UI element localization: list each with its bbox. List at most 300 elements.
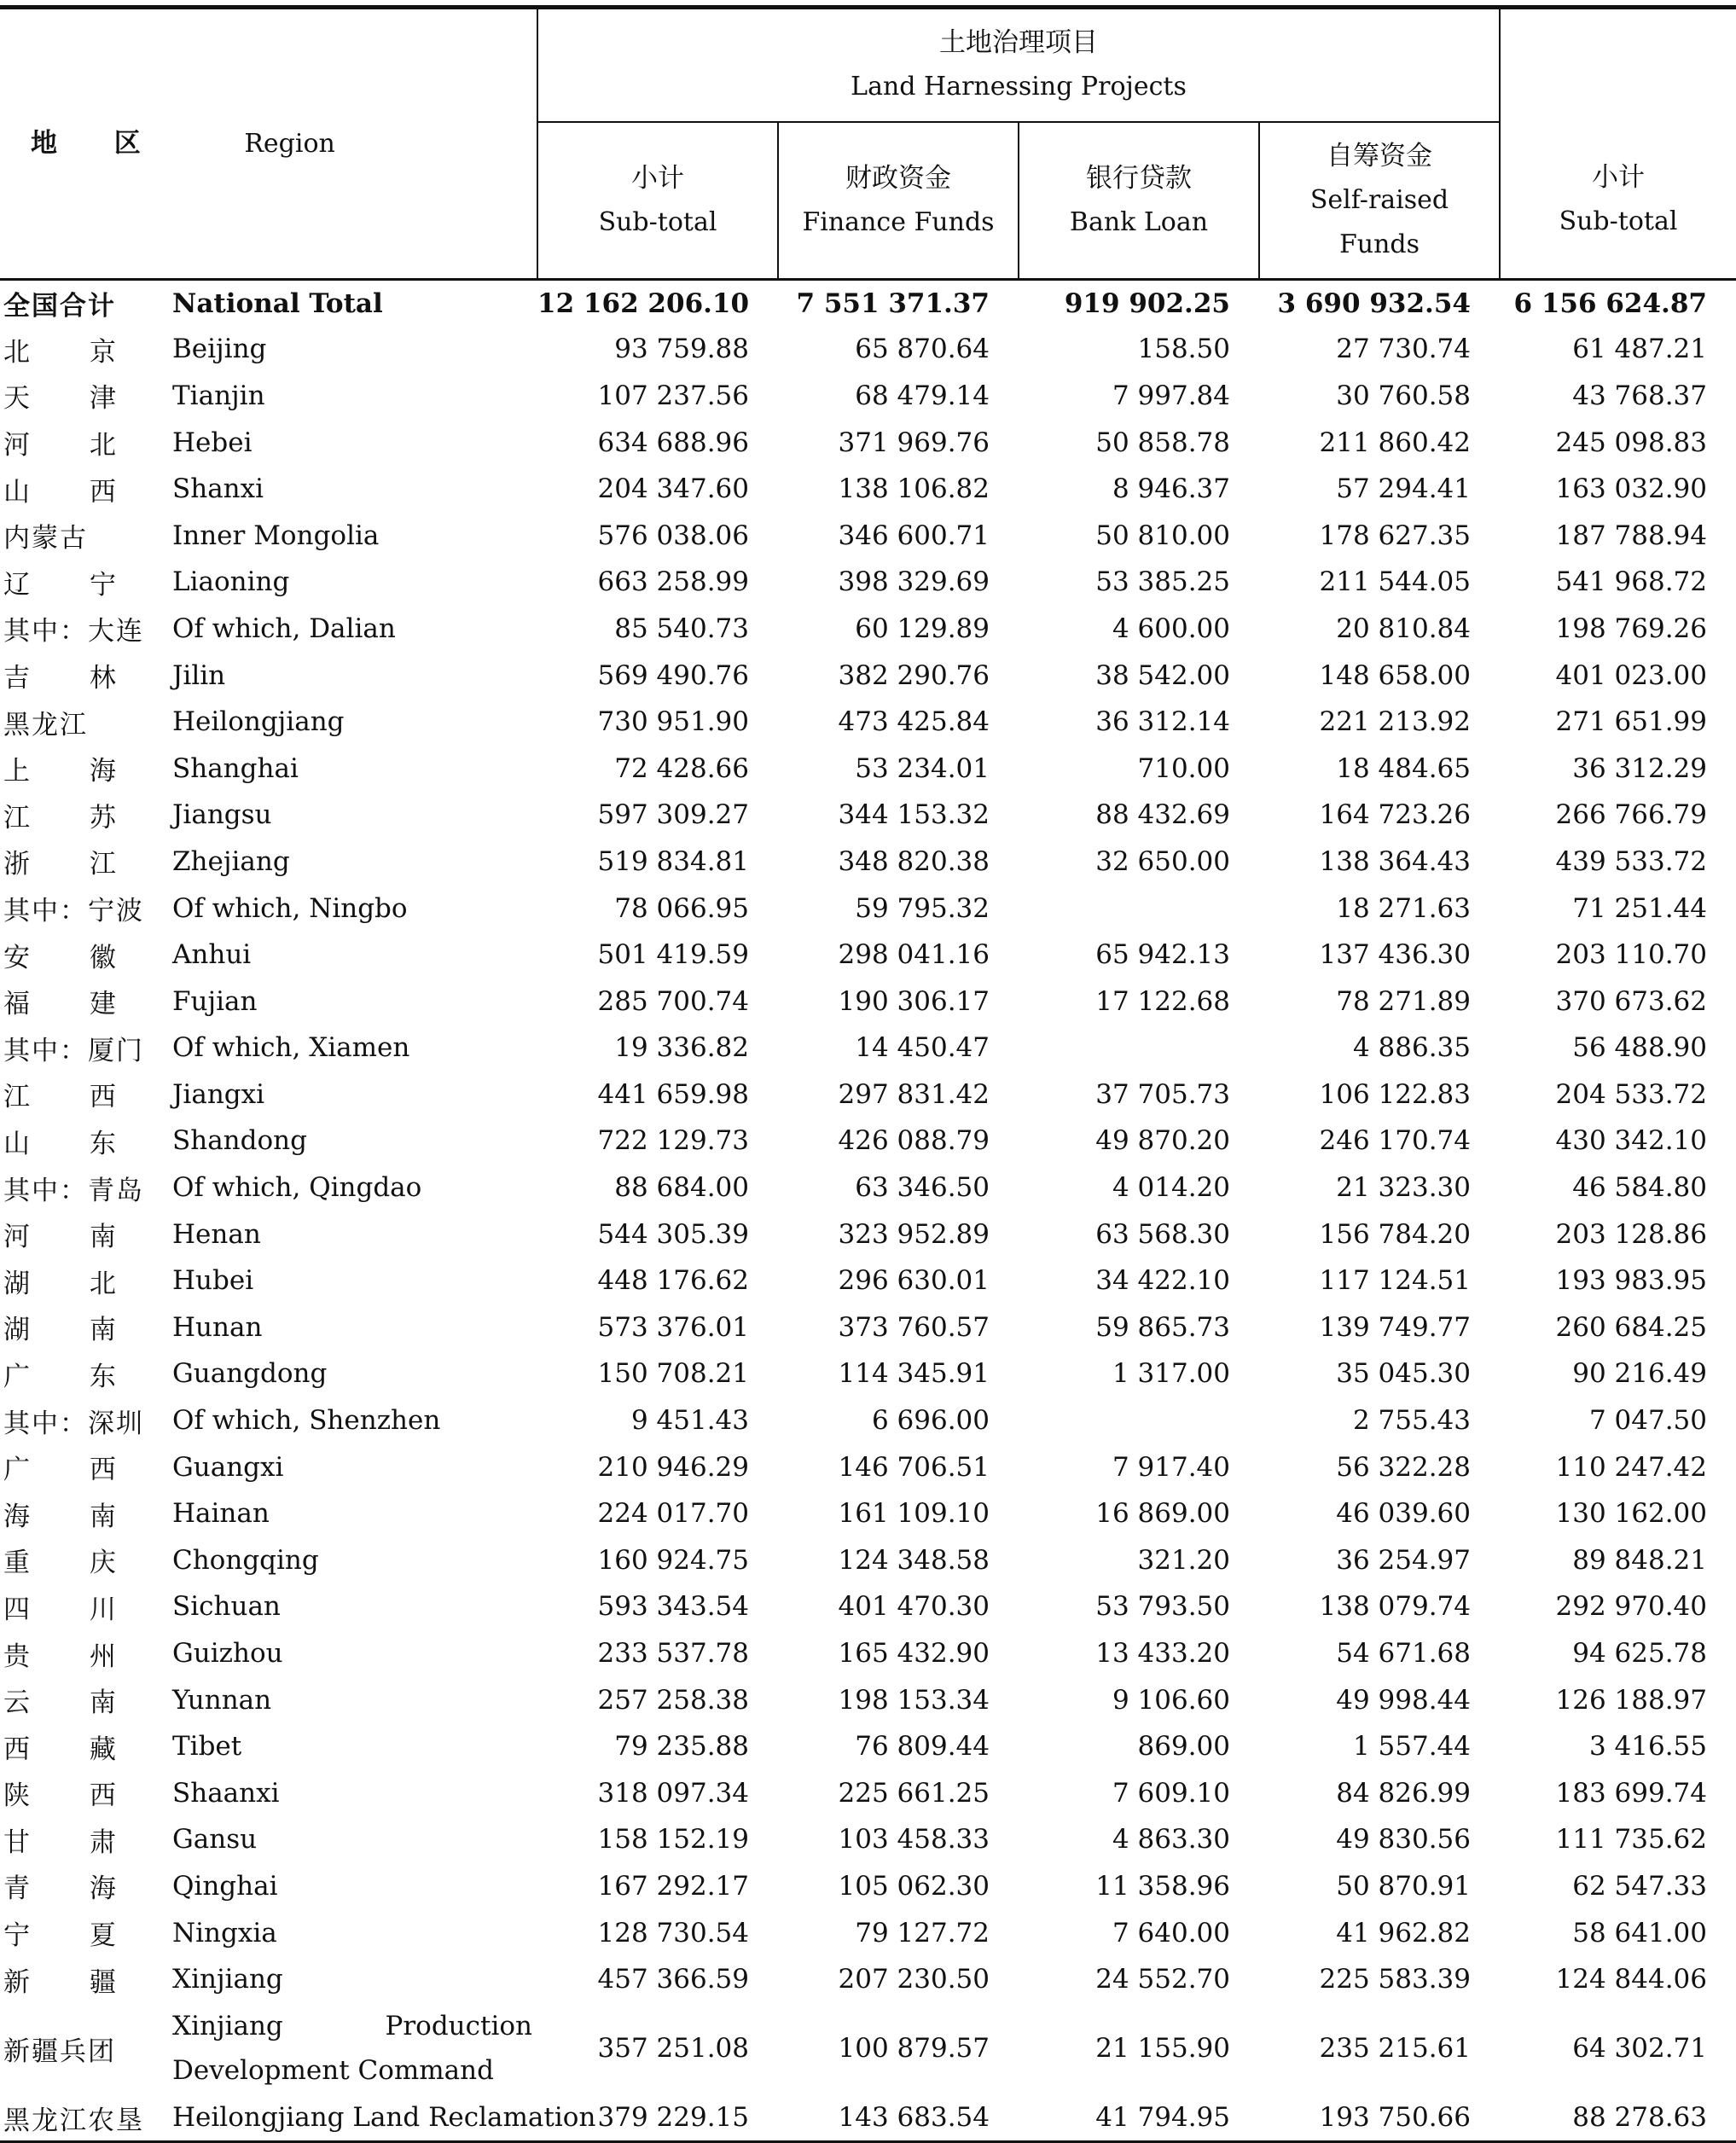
subtotal-cell: 597 309.27 bbox=[597, 799, 749, 831]
region-name-en: Of which, Xiamen bbox=[172, 1032, 410, 1064]
region-name-en: Guangxi bbox=[172, 1451, 284, 1483]
region-name-en: Ningxia bbox=[172, 1917, 277, 1948]
bank-loan-cell: 710.00 bbox=[1137, 752, 1230, 784]
table-header bbox=[0, 8, 1736, 280]
region-name-zh: 全国合计 bbox=[3, 291, 116, 322]
table-row bbox=[0, 373, 1736, 420]
self-raised-funds-cell: 1 557.44 bbox=[1352, 1731, 1471, 1763]
column-header-self-raised-funds bbox=[1259, 122, 1500, 280]
subtotal-2-cell: 124 844.06 bbox=[1555, 1964, 1707, 1995]
finance-funds-cell: 59 795.32 bbox=[855, 892, 990, 924]
subtotal-cell: 569 490.76 bbox=[597, 659, 749, 691]
region-name-en: Fujian bbox=[172, 985, 258, 1017]
bank-loan-cell: 1 317.00 bbox=[1112, 1358, 1230, 1390]
finance-funds-cell: 124 348.58 bbox=[838, 1544, 990, 1576]
bank-loan-cell: 869.00 bbox=[1137, 1731, 1230, 1763]
region-name-zh: 海 南 bbox=[3, 1501, 142, 1532]
subtotal-cell: 285 700.74 bbox=[597, 985, 749, 1017]
self-raised-funds-cell: 18 484.65 bbox=[1336, 752, 1471, 784]
region-name-en: Jiangxi bbox=[172, 1078, 265, 1110]
bank-loan-cell: 50 810.00 bbox=[1095, 520, 1230, 551]
table-row bbox=[0, 1676, 1736, 1723]
table-row bbox=[0, 1863, 1736, 1910]
table-row bbox=[0, 885, 1736, 932]
region-name-en: Shanghai bbox=[172, 752, 299, 784]
subtotal-cell: 233 537.78 bbox=[597, 1638, 749, 1670]
column-header-zh: 银行贷款 bbox=[1086, 162, 1192, 194]
subtotal-cell: 730 951.90 bbox=[597, 706, 749, 738]
subtotal-2-cell: 401 023.00 bbox=[1555, 659, 1707, 691]
subtotal-2-cell: 90 216.49 bbox=[1572, 1358, 1707, 1390]
region-name-en: Of which, Dalian bbox=[172, 613, 396, 644]
table-row bbox=[0, 652, 1736, 699]
subtotal-cell: 204 347.60 bbox=[597, 473, 749, 505]
group-header bbox=[537, 8, 1500, 122]
region-name-zh: 河 南 bbox=[3, 1222, 142, 1253]
region-name-en: Hunan bbox=[172, 1311, 263, 1343]
table-row bbox=[0, 1211, 1736, 1257]
region-name-zh: 云 南 bbox=[3, 1687, 142, 1719]
bank-loan-cell: 9 106.60 bbox=[1112, 1684, 1230, 1716]
table-row bbox=[0, 1956, 1736, 2003]
region-name-zh: 广 西 bbox=[3, 1455, 142, 1486]
bank-loan-cell: 37 705.73 bbox=[1095, 1078, 1230, 1110]
region-name-en: Beijing bbox=[172, 334, 267, 365]
table-row bbox=[0, 792, 1736, 839]
self-raised-funds-cell: 41 962.82 bbox=[1336, 1917, 1471, 1948]
bank-loan-cell: 321.20 bbox=[1137, 1544, 1230, 1576]
region-name-zh: 河 北 bbox=[3, 430, 142, 462]
bank-loan-cell: 88 432.69 bbox=[1095, 799, 1230, 831]
region-name-zh: 西 藏 bbox=[3, 1734, 142, 1765]
region-name-en: Qinghai bbox=[172, 1870, 278, 1902]
finance-funds-cell: 297 831.42 bbox=[838, 1078, 990, 1110]
region-name-en: Tibet bbox=[172, 1731, 242, 1763]
finance-funds-cell: 7 551 371.37 bbox=[796, 287, 990, 319]
table-row bbox=[0, 1397, 1736, 1444]
subtotal-2-cell: 183 699.74 bbox=[1555, 1777, 1707, 1809]
region-name-zh: 青 海 bbox=[3, 1873, 142, 1905]
subtotal-2-cell: 130 162.00 bbox=[1555, 1498, 1707, 1530]
region-name-zh: 其中：深圳 bbox=[3, 1408, 144, 1439]
subtotal-cell: 357 251.08 bbox=[597, 2033, 749, 2065]
subtotal-cell: 107 237.56 bbox=[597, 380, 749, 411]
self-raised-funds-cell: 57 294.41 bbox=[1336, 473, 1471, 505]
region-name-en: Of which, Ningbo bbox=[172, 892, 408, 924]
column-header-bank-loan bbox=[1019, 122, 1259, 280]
finance-funds-cell: 207 230.50 bbox=[838, 1964, 990, 1995]
region-name-zh: 上 海 bbox=[3, 756, 142, 787]
group-header-blank bbox=[1500, 8, 1736, 122]
column-header-en: Sub-total bbox=[1559, 206, 1678, 237]
subtotal-2-cell: 541 968.72 bbox=[1555, 566, 1707, 598]
subtotal-2-cell: 64 302.71 bbox=[1572, 2033, 1707, 2065]
self-raised-funds-cell: 2 755.43 bbox=[1352, 1405, 1471, 1437]
bank-loan-cell: 59 865.73 bbox=[1095, 1311, 1230, 1343]
finance-funds-cell: 225 661.25 bbox=[838, 1777, 990, 1809]
self-raised-funds-cell: 21 323.30 bbox=[1336, 1172, 1471, 1204]
group-header-en: Land Harnessing Projects bbox=[851, 72, 1187, 102]
subtotal-cell: 519 834.81 bbox=[597, 845, 749, 877]
self-raised-funds-cell: 193 750.66 bbox=[1259, 2094, 1500, 2141]
self-raised-funds-cell: 18 271.63 bbox=[1336, 892, 1471, 924]
group-header-zh: 土地治理项目 bbox=[939, 27, 1098, 59]
region-name-zh: 甘 肃 bbox=[3, 1826, 142, 1858]
finance-funds-cell: 346 600.71 bbox=[838, 520, 990, 551]
column-header-subtotal bbox=[537, 122, 778, 280]
region-name-en: Sichuan bbox=[172, 1591, 281, 1623]
region-name-zh: 其中：宁波 bbox=[3, 896, 144, 927]
subtotal-2-cell: 89 848.21 bbox=[1572, 1544, 1707, 1576]
subtotal-cell: 722 129.73 bbox=[597, 1125, 749, 1157]
table-row bbox=[0, 1770, 1736, 1817]
column-header-en: Self-raised Funds bbox=[1309, 184, 1449, 259]
subtotal-2-cell: 245 098.83 bbox=[1555, 427, 1707, 458]
region-name-en: Shanxi bbox=[172, 473, 264, 505]
subtotal-cell: 210 946.29 bbox=[597, 1451, 749, 1483]
subtotal-2-cell: 43 768.37 bbox=[1572, 380, 1707, 411]
subtotal-cell: 79 235.88 bbox=[614, 1731, 749, 1763]
region-name-en: Heilongjiang bbox=[172, 706, 345, 738]
land-harnessing-table bbox=[0, 5, 1736, 2143]
bank-loan-cell: 21 155.90 bbox=[1095, 2033, 1230, 2065]
finance-funds-cell: 53 234.01 bbox=[855, 752, 990, 784]
table-row bbox=[0, 1630, 1736, 1677]
finance-funds-cell: 373 760.57 bbox=[838, 1311, 990, 1343]
subtotal-cell: 9 451.43 bbox=[630, 1405, 749, 1437]
subtotal-cell: 441 659.98 bbox=[597, 1078, 749, 1110]
subtotal-2-cell: 71 251.44 bbox=[1572, 892, 1707, 924]
table-row bbox=[0, 699, 1736, 746]
bank-loan-cell: 53 793.50 bbox=[1095, 1591, 1230, 1623]
finance-funds-cell: 348 820.38 bbox=[838, 845, 990, 877]
bank-loan-cell: 919 902.25 bbox=[1064, 287, 1230, 319]
finance-funds-cell: 165 432.90 bbox=[838, 1638, 990, 1670]
subtotal-cell: 544 305.39 bbox=[597, 1218, 749, 1250]
region-name-en: Xinjiang bbox=[172, 1964, 283, 1995]
subtotal-2-cell: 370 673.62 bbox=[1555, 985, 1707, 1017]
subtotal-2-cell: 187 788.94 bbox=[1555, 520, 1707, 551]
bank-loan-cell: 41 794.95 bbox=[1019, 2094, 1259, 2141]
bank-loan-cell bbox=[1019, 1025, 1259, 1072]
bank-loan-cell: 36 312.14 bbox=[1095, 706, 1230, 738]
self-raised-funds-cell: 30 760.58 bbox=[1336, 380, 1471, 411]
region-name-en: National Total bbox=[172, 287, 383, 319]
self-raised-funds-cell: 178 627.35 bbox=[1319, 520, 1471, 551]
subtotal-cell: 501 419.59 bbox=[597, 939, 749, 971]
subtotal-2-cell: 7 047.50 bbox=[1588, 1405, 1707, 1437]
subtotal-2-cell: 126 188.97 bbox=[1555, 1684, 1707, 1716]
subtotal-cell: 448 176.62 bbox=[597, 1265, 749, 1297]
subtotal-cell: 257 258.38 bbox=[597, 1684, 749, 1716]
region-name-zh: 四 川 bbox=[3, 1594, 142, 1625]
subtotal-2-cell: 193 983.95 bbox=[1555, 1265, 1707, 1297]
table-row bbox=[0, 1350, 1736, 1397]
self-raised-funds-cell: 78 271.89 bbox=[1336, 985, 1471, 1017]
bank-loan-cell: 11 358.96 bbox=[1095, 1870, 1230, 1902]
region-name-zh: 江 西 bbox=[3, 1082, 142, 1113]
table-row bbox=[0, 1304, 1736, 1351]
bank-loan-cell: 4 863.30 bbox=[1112, 1824, 1230, 1856]
table-row bbox=[0, 1443, 1736, 1490]
column-header-finance-funds bbox=[778, 122, 1019, 280]
region-name-en: Zhejiang bbox=[172, 845, 290, 877]
bank-loan-cell: 4 014.20 bbox=[1112, 1172, 1230, 1204]
subtotal-cell: 88 684.00 bbox=[614, 1172, 749, 1204]
finance-funds-cell: 63 346.50 bbox=[855, 1172, 990, 1204]
subtotal-2-cell: 292 970.40 bbox=[1555, 1591, 1707, 1623]
bank-loan-cell: 158.50 bbox=[1137, 334, 1230, 365]
region-name-en: Yunnan bbox=[172, 1684, 272, 1716]
region-name-zh: 黑龙江农垦 bbox=[0, 2094, 162, 2141]
finance-funds-cell: 323 952.89 bbox=[838, 1218, 990, 1250]
table-row bbox=[0, 1118, 1736, 1164]
subtotal-cell: 379 229.15 bbox=[537, 2094, 778, 2141]
bank-loan-cell: 17 122.68 bbox=[1095, 985, 1230, 1017]
region-name-zh: 天 津 bbox=[3, 383, 142, 415]
self-raised-funds-cell: 35 045.30 bbox=[1336, 1358, 1471, 1390]
self-raised-funds-cell: 4 886.35 bbox=[1352, 1032, 1471, 1064]
subtotal-cell: 150 708.21 bbox=[597, 1358, 749, 1390]
finance-funds-cell: 401 470.30 bbox=[838, 1591, 990, 1623]
finance-funds-cell: 190 306.17 bbox=[838, 985, 990, 1017]
subtotal-2-cell: 61 487.21 bbox=[1572, 334, 1707, 365]
self-raised-funds-cell: 246 170.74 bbox=[1319, 1125, 1471, 1157]
region-name-zh: 其中：青岛 bbox=[3, 1175, 144, 1206]
self-raised-funds-cell: 3 690 932.54 bbox=[1277, 287, 1471, 319]
finance-funds-cell: 298 041.16 bbox=[838, 939, 990, 971]
self-raised-funds-cell: 211 544.05 bbox=[1319, 566, 1471, 598]
region-name-zh: 浙 江 bbox=[3, 849, 142, 880]
region-name-zh: 新 疆 bbox=[3, 1966, 142, 1998]
subtotal-2-cell: 62 547.33 bbox=[1572, 1870, 1707, 1902]
table-row bbox=[0, 419, 1736, 466]
finance-funds-cell: 143 683.54 bbox=[778, 2094, 1019, 2141]
subtotal-2-cell: 163 032.90 bbox=[1555, 473, 1707, 505]
subtotal-2-cell: 204 533.72 bbox=[1555, 1078, 1707, 1110]
self-raised-funds-cell: 211 860.42 bbox=[1319, 427, 1471, 458]
subtotal-cell: 128 730.54 bbox=[597, 1917, 749, 1948]
table-row-total bbox=[0, 280, 1736, 327]
self-raised-funds-cell: 137 436.30 bbox=[1319, 939, 1471, 971]
subtotal-cell: 12 162 206.10 bbox=[537, 287, 750, 319]
bank-loan-cell: 34 422.10 bbox=[1095, 1265, 1230, 1297]
subtotal-2-cell: 110 247.42 bbox=[1555, 1451, 1707, 1483]
region-name-zh: 贵 州 bbox=[3, 1641, 142, 1672]
self-raised-funds-cell: 54 671.68 bbox=[1336, 1638, 1471, 1670]
region-header-en: Region bbox=[244, 129, 335, 159]
region-name-en: Gansu bbox=[172, 1824, 258, 1856]
subtotal-cell: 593 343.54 bbox=[597, 1591, 749, 1623]
self-raised-funds-cell: 138 364.43 bbox=[1319, 845, 1471, 877]
table-row bbox=[0, 1583, 1736, 1630]
region-name-en: Inner Mongolia bbox=[172, 520, 380, 551]
subtotal-2-cell: 271 651.99 bbox=[1555, 706, 1707, 738]
bank-loan-cell: 32 650.00 bbox=[1095, 845, 1230, 877]
region-name-zh: 江 苏 bbox=[3, 802, 142, 833]
finance-funds-cell: 138 106.82 bbox=[838, 473, 990, 505]
finance-funds-cell: 161 109.10 bbox=[838, 1498, 990, 1530]
region-name-zh: 广 东 bbox=[3, 1361, 142, 1392]
region-name-zh: 黑龙江 bbox=[3, 709, 88, 740]
finance-funds-cell: 114 345.91 bbox=[838, 1358, 990, 1390]
finance-funds-cell: 68 479.14 bbox=[855, 380, 990, 411]
column-header-en: Finance Funds bbox=[802, 206, 995, 237]
table-row bbox=[0, 1723, 1736, 1770]
finance-funds-cell: 76 809.44 bbox=[855, 1731, 990, 1763]
subtotal-2-cell: 198 769.26 bbox=[1555, 613, 1707, 644]
table-row bbox=[0, 1257, 1736, 1304]
subtotal-cell: 72 428.66 bbox=[614, 752, 749, 784]
region-name-en: Jilin bbox=[172, 659, 226, 691]
table-row bbox=[0, 606, 1736, 653]
subtotal-2-cell: 430 342.10 bbox=[1555, 1125, 1707, 1157]
table-body bbox=[0, 280, 1736, 2142]
finance-funds-cell: 473 425.84 bbox=[838, 706, 990, 738]
bank-loan-cell bbox=[1019, 885, 1259, 932]
finance-funds-cell: 198 153.34 bbox=[838, 1684, 990, 1716]
region-name-en: Tianjin bbox=[172, 380, 265, 411]
column-header-zh: 自筹资金 bbox=[1327, 140, 1432, 171]
column-header-zh: 小计 bbox=[631, 162, 684, 194]
table-row bbox=[0, 839, 1736, 886]
self-raised-funds-cell: 117 124.51 bbox=[1319, 1265, 1471, 1297]
region-name-en: Jiangsu bbox=[172, 799, 272, 831]
subtotal-2-cell: 46 584.80 bbox=[1572, 1172, 1707, 1204]
self-raised-funds-cell: 49 998.44 bbox=[1336, 1684, 1471, 1716]
bank-loan-cell: 63 568.30 bbox=[1095, 1218, 1230, 1250]
finance-funds-cell: 60 129.89 bbox=[855, 613, 990, 644]
subtotal-cell: 158 152.19 bbox=[597, 1824, 749, 1856]
subtotal-cell: 167 292.17 bbox=[597, 1870, 749, 1902]
bank-loan-cell: 16 869.00 bbox=[1095, 1498, 1230, 1530]
self-raised-funds-cell: 36 254.97 bbox=[1336, 1544, 1471, 1576]
self-raised-funds-cell: 27 730.74 bbox=[1336, 334, 1471, 365]
subtotal-2-cell: 58 641.00 bbox=[1572, 1917, 1707, 1948]
subtotal-cell: 663 258.99 bbox=[597, 566, 749, 598]
finance-funds-cell: 79 127.72 bbox=[855, 1917, 990, 1948]
table-row bbox=[0, 1537, 1736, 1584]
self-raised-funds-cell: 84 826.99 bbox=[1336, 1777, 1471, 1809]
finance-funds-cell: 103 458.33 bbox=[838, 1824, 990, 1856]
bank-loan-cell: 38 542.00 bbox=[1095, 659, 1230, 691]
bank-loan-cell: 8 946.37 bbox=[1112, 473, 1230, 505]
self-raised-funds-cell: 49 830.56 bbox=[1336, 1824, 1471, 1856]
self-raised-funds-cell: 156 784.20 bbox=[1319, 1218, 1471, 1250]
table-row bbox=[0, 1025, 1736, 1072]
region-name-zh: 其中：厦门 bbox=[3, 1035, 144, 1066]
finance-funds-cell: 344 153.32 bbox=[838, 799, 990, 831]
subtotal-cell: 457 366.59 bbox=[597, 1964, 749, 1995]
region-name-zh: 山 西 bbox=[3, 476, 142, 508]
region-name-zh: 北 京 bbox=[3, 336, 142, 368]
subtotal-cell: 634 688.96 bbox=[597, 427, 749, 458]
table-row bbox=[0, 978, 1736, 1025]
subtotal-2-cell: 56 488.90 bbox=[1572, 1032, 1707, 1064]
finance-funds-cell: 6 696.00 bbox=[871, 1405, 990, 1437]
table-row bbox=[0, 932, 1736, 979]
region-name-zh: 湖 北 bbox=[3, 1268, 142, 1299]
subtotal-cell: 85 540.73 bbox=[614, 613, 749, 644]
self-raised-funds-cell: 20 810.84 bbox=[1336, 613, 1471, 644]
bank-loan-cell bbox=[1019, 1397, 1259, 1444]
region-header-zh: 地 区 bbox=[31, 128, 165, 159]
self-raised-funds-cell: 106 122.83 bbox=[1319, 1078, 1471, 1110]
region-name-en: Liaoning bbox=[172, 566, 290, 598]
region-name-en: Guizhou bbox=[172, 1638, 283, 1670]
table-row bbox=[0, 559, 1736, 606]
bank-loan-cell: 53 385.25 bbox=[1095, 566, 1230, 598]
subtotal-2-cell: 3 416.55 bbox=[1588, 1731, 1707, 1763]
region-name-zh: 新疆兵团 bbox=[3, 2036, 116, 2067]
table-row bbox=[0, 1072, 1736, 1118]
region-column-header bbox=[0, 8, 537, 280]
bank-loan-cell: 7 640.00 bbox=[1112, 1917, 1230, 1948]
table-row bbox=[0, 326, 1736, 373]
table-row bbox=[0, 1816, 1736, 1863]
region-name-zh: 宁 夏 bbox=[3, 1920, 142, 1952]
column-header-en: Sub-total bbox=[598, 206, 717, 237]
finance-funds-cell: 296 630.01 bbox=[838, 1265, 990, 1297]
region-name-zh: 吉 林 bbox=[3, 663, 142, 694]
region-name-en: Heilongjiang Land Reclamation bbox=[162, 2094, 537, 2141]
subtotal-cell: 19 336.82 bbox=[614, 1032, 749, 1064]
region-name-zh: 辽 宁 bbox=[3, 569, 142, 601]
region-name-en: Guangdong bbox=[172, 1358, 328, 1390]
region-name-en: Hainan bbox=[172, 1498, 270, 1530]
self-raised-funds-cell: 138 079.74 bbox=[1319, 1591, 1471, 1623]
self-raised-funds-cell: 235 215.61 bbox=[1319, 2033, 1471, 2065]
subtotal-2-cell: 203 110.70 bbox=[1555, 939, 1707, 971]
subtotal-2-cell: 266 766.79 bbox=[1555, 799, 1707, 831]
subtotal-cell: 93 759.88 bbox=[614, 334, 749, 365]
self-raised-funds-cell: 221 213.92 bbox=[1319, 706, 1471, 738]
subtotal-2-cell: 36 312.29 bbox=[1572, 752, 1707, 784]
region-name-zh: 陕 西 bbox=[3, 1780, 142, 1812]
table-row bbox=[0, 466, 1736, 513]
subtotal-2-cell: 111 735.62 bbox=[1555, 1824, 1707, 1856]
subtotal-cell: 78 066.95 bbox=[614, 892, 749, 924]
subtotal-cell: 160 924.75 bbox=[597, 1544, 749, 1576]
region-name-zh: 重 庆 bbox=[3, 1548, 142, 1579]
subtotal-cell: 224 017.70 bbox=[597, 1498, 749, 1530]
region-name-zh: 安 徽 bbox=[3, 942, 142, 973]
table-row bbox=[0, 1490, 1736, 1537]
bank-loan-cell: 7 917.40 bbox=[1112, 1451, 1230, 1483]
finance-funds-cell: 100 879.57 bbox=[838, 2033, 990, 2065]
table-row bbox=[0, 2094, 1736, 2141]
subtotal-2-cell: 260 684.25 bbox=[1555, 1311, 1707, 1343]
bank-loan-cell: 7 997.84 bbox=[1112, 380, 1230, 411]
region-name-en: Shandong bbox=[172, 1125, 307, 1157]
region-name-en: Chongqing bbox=[172, 1544, 319, 1576]
region-name-en: Hubei bbox=[172, 1265, 254, 1297]
finance-funds-cell: 105 062.30 bbox=[838, 1870, 990, 1902]
region-name-en: Of which, Qingdao bbox=[172, 1172, 422, 1204]
subtotal-2-cell: 203 128.86 bbox=[1555, 1218, 1707, 1250]
region-name-zh: 福 建 bbox=[3, 989, 142, 1020]
region-name-zh: 其中：大连 bbox=[3, 616, 144, 648]
finance-funds-cell: 426 088.79 bbox=[838, 1125, 990, 1157]
finance-funds-cell: 146 706.51 bbox=[838, 1451, 990, 1483]
table-row bbox=[0, 1164, 1736, 1211]
region-name-en: Shaanxi bbox=[172, 1777, 280, 1809]
bank-loan-cell: 24 552.70 bbox=[1095, 1964, 1230, 1995]
bank-loan-cell: 7 609.10 bbox=[1112, 1777, 1230, 1809]
table-row bbox=[0, 512, 1736, 559]
subtotal-2-cell: 94 625.78 bbox=[1572, 1638, 1707, 1670]
bank-loan-cell: 4 600.00 bbox=[1112, 613, 1230, 644]
